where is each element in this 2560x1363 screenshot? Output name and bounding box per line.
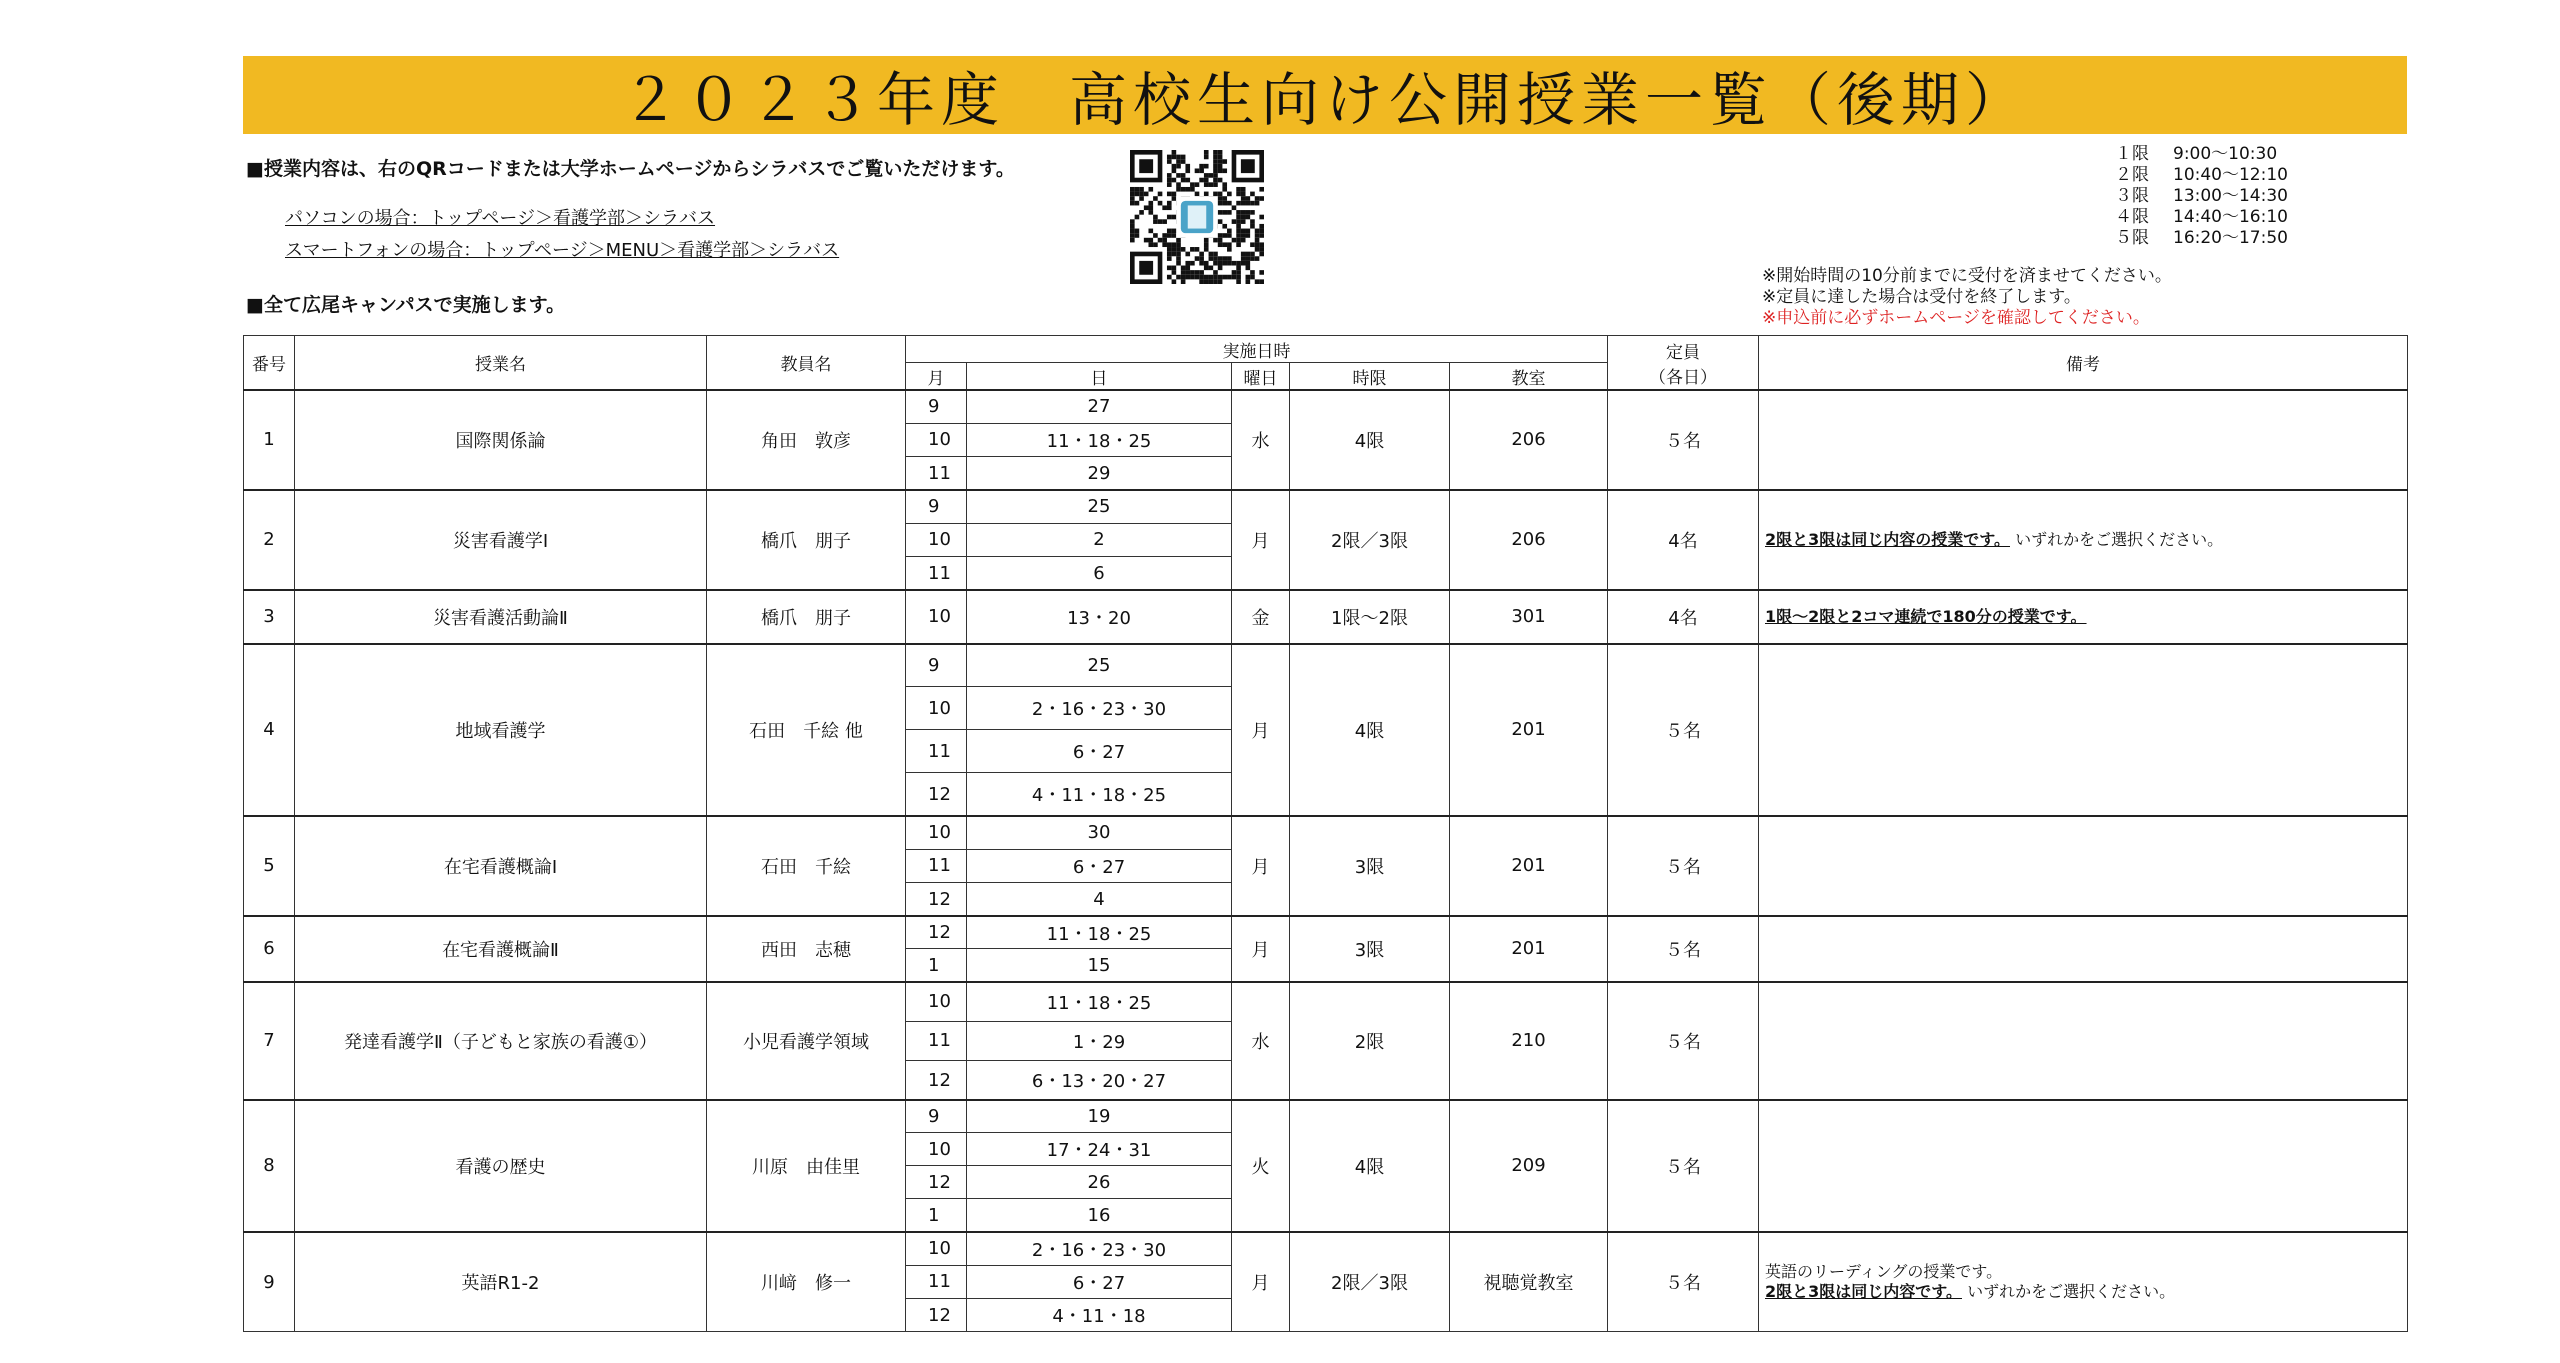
course-teacher: 小児看護学領域	[707, 982, 906, 1100]
course-name: 災害看護学Ⅰ	[295, 490, 707, 590]
course-day: 16	[967, 1199, 1232, 1232]
course-room: 210	[1450, 982, 1608, 1100]
course-name: 在宅看護概論Ⅱ	[295, 916, 707, 982]
course-month: 11	[906, 457, 967, 490]
course-room: 201	[1450, 916, 1608, 982]
course-day: 11・18・25	[967, 982, 1232, 1021]
course-month: 11	[906, 557, 967, 590]
course-period: 4限	[1290, 390, 1450, 490]
course-capacity: ５名	[1608, 390, 1759, 490]
note-capacity: ※定員に達した場合は受付を終了します。	[1762, 287, 2081, 307]
course-month: 1	[906, 949, 967, 982]
course-remarks	[1759, 916, 2408, 982]
course-remarks	[1759, 1232, 2408, 1332]
course-day: 4	[967, 883, 1232, 916]
info-syllabus: ■授業内容は、右のQRコードまたは大学ホームページからシラバスでご覧いただけます。	[246, 158, 1015, 180]
remark-emphasis: 2限と3限は同じ内容の授業です。	[1765, 529, 2010, 549]
course-period: 1限～2限	[1290, 590, 1450, 644]
course-remarks	[1759, 590, 2408, 644]
course-no: 5	[244, 816, 295, 916]
course-month: 1	[906, 1199, 967, 1232]
note-reception: ※開始時間の10分前までに受付を済ませてください。	[1762, 266, 2172, 286]
table-row	[244, 982, 2408, 1021]
course-no: 9	[244, 1232, 295, 1332]
header-course: 授業名	[295, 336, 707, 391]
table-row	[244, 590, 2408, 644]
course-no: 4	[244, 644, 295, 816]
course-weekday: 金	[1232, 590, 1290, 644]
course-weekday: 月	[1232, 490, 1290, 590]
course-month: 9	[906, 490, 967, 523]
course-name: 在宅看護概論Ⅰ	[295, 816, 707, 916]
course-capacity: ５名	[1608, 816, 1759, 916]
remark-emphasis: 2限と3限は同じ内容です。	[1765, 1282, 1962, 1302]
course-capacity: 4名	[1608, 490, 1759, 590]
course-room: 206	[1450, 490, 1608, 590]
period-row	[2115, 207, 2288, 228]
course-capacity: ５名	[1608, 644, 1759, 816]
course-day: 6・13・20・27	[967, 1061, 1232, 1100]
course-no: 8	[244, 1100, 295, 1232]
course-day: 4・11・18	[967, 1299, 1232, 1332]
course-name: 地域看護学	[295, 644, 707, 816]
course-month: 11	[906, 1021, 967, 1060]
header-teacher: 教員名	[707, 336, 906, 391]
course-remarks	[1759, 644, 2408, 816]
course-day: 2・16・23・30	[967, 687, 1232, 730]
course-no: 6	[244, 916, 295, 982]
course-month: 12	[906, 1061, 967, 1100]
course-capacity: ５名	[1608, 1100, 1759, 1232]
course-no: 7	[244, 982, 295, 1100]
link-smartphone-syllabus[interactable]: スマートフォンの場合：トップページ＞MENU＞看護学部＞シラバス	[285, 240, 840, 261]
header-month: 月	[906, 363, 967, 391]
course-day: 6	[967, 557, 1232, 590]
course-day: 27	[967, 390, 1232, 423]
course-month: 11	[906, 849, 967, 882]
period-row	[2115, 165, 2288, 186]
course-month: 11	[906, 1265, 967, 1298]
period-row	[2115, 144, 2288, 165]
course-weekday: 水	[1232, 390, 1290, 490]
title-bar	[243, 56, 2407, 134]
course-room: 視聴覚教室	[1450, 1232, 1608, 1332]
course-room: 206	[1450, 390, 1608, 490]
header-day: 日	[967, 363, 1232, 391]
course-day: 19	[967, 1100, 1232, 1133]
course-remarks	[1759, 490, 2408, 590]
course-day: 1・29	[967, 1021, 1232, 1060]
course-name: 英語R1-2	[295, 1232, 707, 1332]
note-check-homepage: ※申込前に必ずホームページを確認してください。	[1762, 308, 2150, 328]
course-period: 2限／3限	[1290, 490, 1450, 590]
notes	[1762, 266, 2172, 329]
header-remarks: 備考	[1759, 336, 2408, 391]
course-no: 1	[244, 390, 295, 490]
course-day: 11・18・25	[967, 916, 1232, 949]
course-period: 3限	[1290, 816, 1450, 916]
course-name: 看護の歴史	[295, 1100, 707, 1232]
header-room: 教室	[1450, 363, 1608, 391]
info-campus: ■全て広尾キャンパスで実施します。	[246, 294, 566, 316]
course-name: 国際関係論	[295, 390, 707, 490]
course-day: 15	[967, 949, 1232, 982]
course-teacher: 西田 志穂	[707, 916, 906, 982]
period-name: ４限	[2115, 207, 2149, 227]
period-name: ２限	[2115, 165, 2149, 185]
period-time: 10:40～12:10	[2173, 165, 2288, 185]
period-row	[2115, 186, 2288, 207]
course-month: 10	[906, 982, 967, 1021]
course-weekday: 月	[1232, 644, 1290, 816]
course-weekday: 月	[1232, 916, 1290, 982]
course-period: 2限	[1290, 982, 1450, 1100]
qr-code-icon[interactable]	[1130, 150, 1264, 284]
remark-text: いずれかをご選択ください。	[2015, 529, 2224, 549]
course-remarks	[1759, 816, 2408, 916]
course-teacher: 川﨑 修一	[707, 1232, 906, 1332]
period-time: 13:00～14:30	[2173, 186, 2288, 206]
period-time: 16:20～17:50	[2173, 228, 2288, 248]
period-time: 14:40～16:10	[2173, 207, 2288, 227]
course-month: 10	[906, 523, 967, 556]
table-row	[244, 1100, 2408, 1133]
course-weekday: 月	[1232, 816, 1290, 916]
course-month: 9	[906, 390, 967, 423]
course-teacher: 橋爪 朋子	[707, 590, 906, 644]
page-title: ２０２３年度 高校生向け公開授業一覧（後期）	[620, 66, 2029, 134]
course-month: 10	[906, 687, 967, 730]
course-weekday: 水	[1232, 982, 1290, 1100]
course-room: 201	[1450, 816, 1608, 916]
remark-intro: 英語のリーディングの授業です。	[1765, 1262, 2003, 1282]
course-month: 10	[906, 1232, 967, 1265]
header-period: 時限	[1290, 363, 1450, 391]
table-row	[244, 816, 2408, 849]
course-month: 11	[906, 730, 967, 773]
period-row	[2115, 228, 2288, 249]
course-day: 6・27	[967, 1265, 1232, 1298]
course-day: 29	[967, 457, 1232, 490]
table-row	[244, 644, 2408, 687]
course-month: 12	[906, 883, 967, 916]
course-period: 3限	[1290, 916, 1450, 982]
course-month: 10	[906, 816, 967, 849]
table-row	[244, 390, 2408, 423]
course-no: 2	[244, 490, 295, 590]
course-capacity: 4名	[1608, 590, 1759, 644]
period-name: １限	[2115, 144, 2149, 164]
course-period: 2限／3限	[1290, 1232, 1450, 1332]
course-remarks	[1759, 390, 2408, 490]
course-name: 災害看護活動論Ⅱ	[295, 590, 707, 644]
course-teacher: 川原 由佳里	[707, 1100, 906, 1232]
table-row	[244, 1232, 2408, 1265]
course-month: 12	[906, 916, 967, 949]
course-weekday: 月	[1232, 1232, 1290, 1332]
course-capacity: ５名	[1608, 982, 1759, 1100]
course-day: 11・18・25	[967, 423, 1232, 456]
course-month: 9	[906, 644, 967, 687]
course-remarks	[1759, 1100, 2408, 1232]
course-remarks	[1759, 982, 2408, 1100]
course-month: 10	[906, 590, 967, 644]
course-day: 2・16・23・30	[967, 1232, 1232, 1265]
course-day: 25	[967, 490, 1232, 523]
header-weekday: 曜日	[1232, 363, 1290, 391]
course-capacity: ５名	[1608, 1232, 1759, 1332]
course-weekday: 火	[1232, 1100, 1290, 1232]
period-time: 9:00～10:30	[2173, 144, 2278, 164]
table-row	[244, 916, 2408, 949]
remark-text: いずれかをご選択ください。	[1967, 1282, 2176, 1302]
course-day: 13・20	[967, 590, 1232, 644]
course-month: 12	[906, 1299, 967, 1332]
link-pc-syllabus[interactable]: パソコンの場合：トップページ＞看護学部＞シラバス	[285, 208, 716, 229]
course-day: 2	[967, 523, 1232, 556]
course-teacher: 石田 千絵	[707, 816, 906, 916]
period-name: ３限	[2115, 186, 2149, 206]
course-month: 9	[906, 1100, 967, 1133]
course-period: 4限	[1290, 1100, 1450, 1232]
course-period: 4限	[1290, 644, 1450, 816]
course-day: 6・27	[967, 849, 1232, 882]
course-day: 30	[967, 816, 1232, 849]
course-no: 3	[244, 590, 295, 644]
period-name: ５限	[2115, 228, 2149, 248]
course-month: 10	[906, 423, 967, 456]
course-month: 12	[906, 773, 967, 816]
course-day: 4・11・18・25	[967, 773, 1232, 816]
course-day: 26	[967, 1166, 1232, 1199]
course-month: 12	[906, 1166, 967, 1199]
course-table	[243, 335, 2408, 1332]
course-room: 209	[1450, 1100, 1608, 1232]
course-room: 301	[1450, 590, 1608, 644]
header-no: 番号	[244, 336, 295, 391]
course-day: 17・24・31	[967, 1133, 1232, 1166]
header-date-group: 実施日時	[906, 336, 1608, 363]
course-teacher: 石田 千絵 他	[707, 644, 906, 816]
period-times	[2115, 144, 2288, 249]
course-room: 201	[1450, 644, 1608, 816]
course-teacher: 角田 敦彦	[707, 390, 906, 490]
course-capacity: ５名	[1608, 916, 1759, 982]
header-capacity: 定員 （各日）	[1608, 336, 1759, 391]
remark-emphasis: 1限～2限と2コマ連続で180分の授業です。	[1765, 606, 2087, 626]
course-month: 10	[906, 1133, 967, 1166]
course-teacher: 橋爪 朋子	[707, 490, 906, 590]
table-row	[244, 490, 2408, 523]
course-name: 発達看護学Ⅱ（子どもと家族の看護①）	[295, 982, 707, 1100]
course-day: 25	[967, 644, 1232, 687]
course-day: 6・27	[967, 730, 1232, 773]
